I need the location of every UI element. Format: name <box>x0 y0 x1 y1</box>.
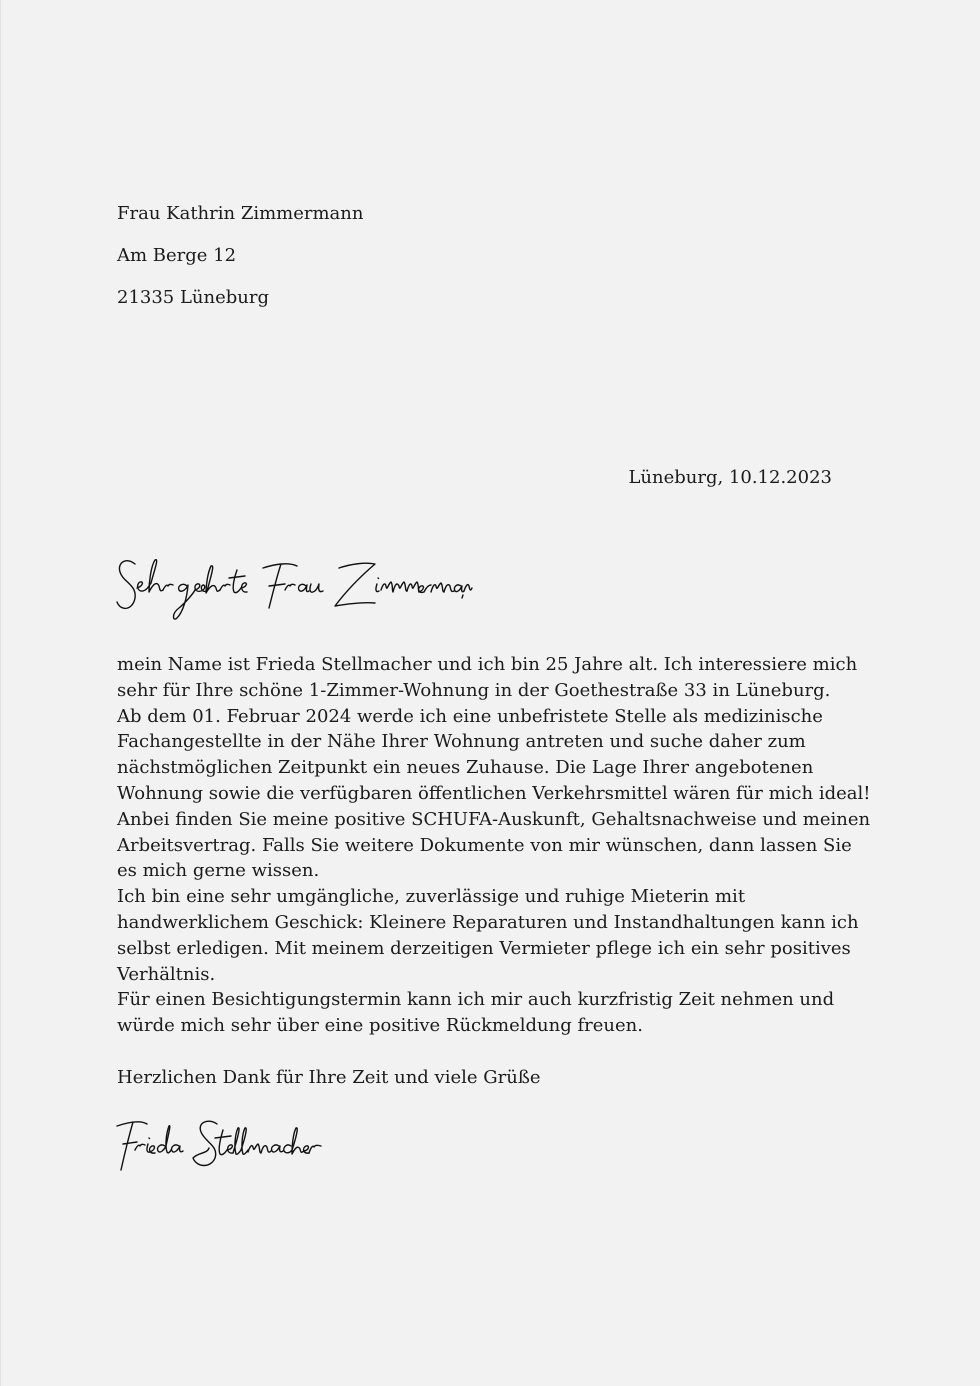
recipient-name: Frau Kathrin Zimmermann <box>117 203 364 224</box>
body-paragraph: mein Name ist Frieda Stellmacher und ich bin 25 Jahre alt. Ich interessiere mich sehr für Ihre schöne 1-Zimmer-Wohnung in der Goethestraße 33 in Lüneburg. <box>117 654 858 701</box>
body-paragraph: Ich bin eine sehr umgängliche, zuverlässige und ruhige Mieterin mit handwerklichem Geschick: Kleinere Reparaturen und Instandhaltungen kann ich selbst erledigen. Mit meinem derzeitigen Vermieter pflege ich ein sehr positives Verhältnis. <box>117 886 859 985</box>
page-edge <box>0 0 1 1386</box>
recipient-street: Am Berge 12 <box>117 245 237 266</box>
letter-body <box>117 652 877 1039</box>
body-paragraph: Für einen Besichtigungstermin kann ich mir auch kurzfristig Zeit nehmen und würde mich sehr über eine positive Rückmeldung freuen. <box>117 989 835 1037</box>
body-paragraph: Ab dem 01. Februar 2024 werde ich eine unbefristete Stelle als medizinische Fachangestellte in der Nähe Ihrer Wohnung antreten und suche daher zum nächstmöglichen Zeitpunkt ein neues Zuhause. Die Lage Ihrer angebotenen Wohnung sowie die verfügbaren öffentlichen Verkehrsmittel wären für mich ideal! <box>117 705 871 804</box>
closing-line: Herzlichen Dank für Ihre Zeit und viele Grüße <box>117 1067 541 1088</box>
signature-handwriting <box>113 1112 333 1184</box>
salutation-handwriting <box>113 548 473 628</box>
recipient-city: 21335 Lüneburg <box>117 287 270 308</box>
body-paragraph: Anbei finden Sie meine positive SCHUFA-Auskunft, Gehaltsnachweise und meinen Arbeitsvertrag. Falls Sie weitere Dokumente von mir wünschen, dann lassen Sie es mich gerne wissen. <box>117 808 871 882</box>
place-date-line: Lüneburg, 10.12.2023 <box>628 467 832 488</box>
recipient-address <box>117 200 363 326</box>
